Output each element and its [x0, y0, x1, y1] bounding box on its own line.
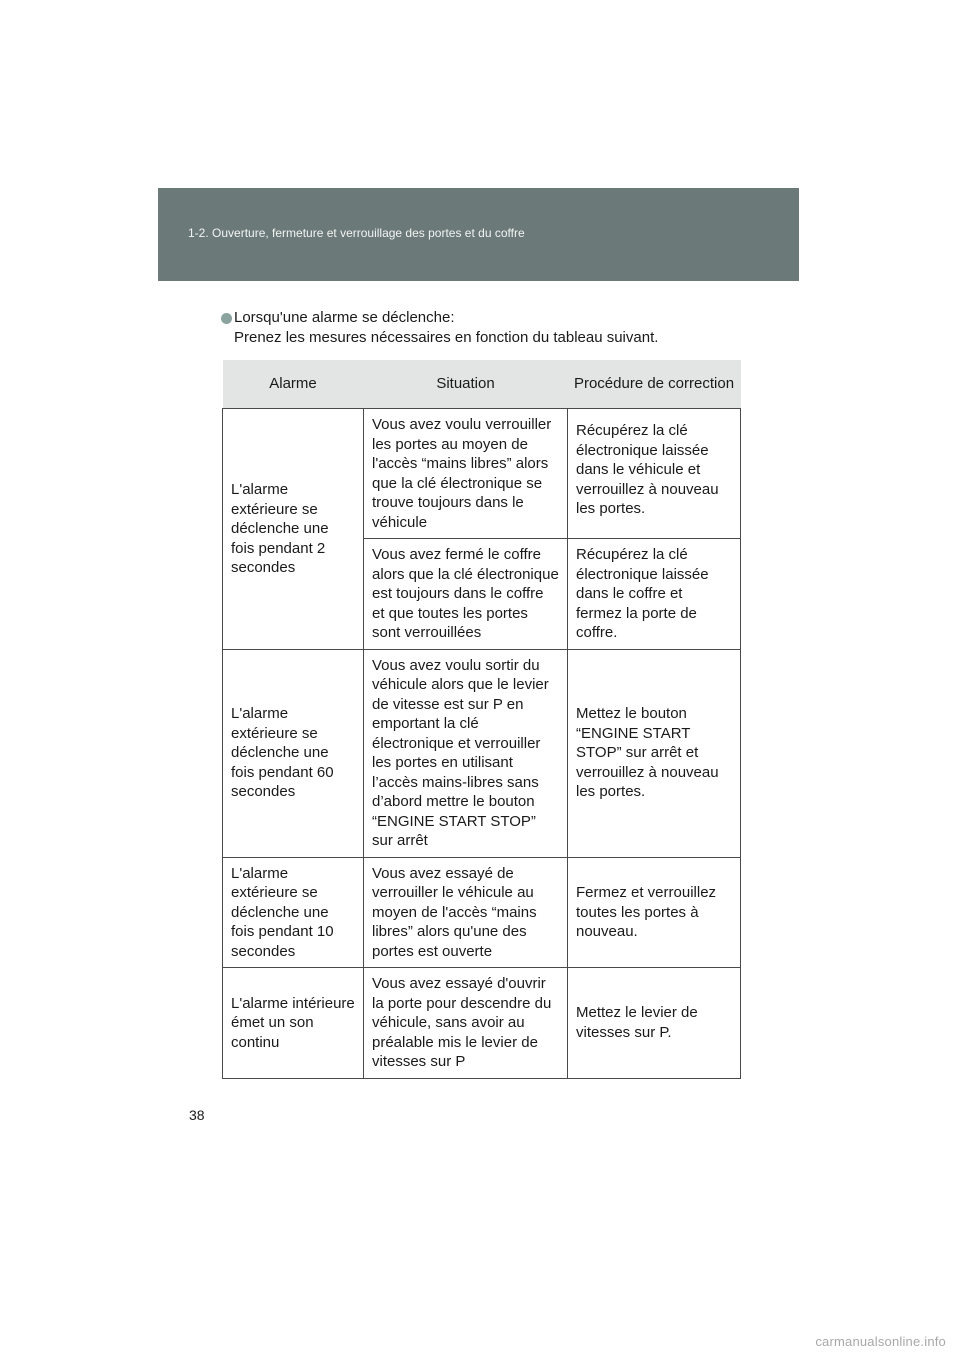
alarm-cell: L'alarme extérieure se déclenche une fois pendant 10 secondes — [223, 857, 364, 968]
correction-cell: Récupérez la clé électronique laissée dans le véhicule et verrouillez à nouveau les portes. — [568, 409, 741, 539]
table-row — [223, 968, 741, 1079]
situation-cell: Vous avez fermé le coffre alors que la clé électronique est toujours dans le coffre et que toutes les portes sont verrouillées — [364, 539, 568, 650]
correction-cell: Mettez le levier de vitesses sur P. — [568, 968, 741, 1079]
page-number: 38 — [189, 1107, 205, 1123]
column-header-correction: Procédure de correction — [568, 360, 741, 409]
column-header-alarm: Alarme — [223, 360, 364, 409]
alarm-cell: L'alarme extérieure se déclenche une fois pendant 2 secondes — [223, 409, 364, 650]
table-row — [223, 649, 741, 857]
intro-bullet-line — [221, 308, 761, 328]
table-header-row — [223, 360, 741, 409]
intro-heading: Lorsqu'une alarme se déclenche: — [234, 309, 455, 326]
bullet-icon — [221, 313, 232, 324]
section-header-band — [158, 188, 799, 281]
situation-cell: Vous avez essayé de verrouiller le véhicule au moyen de l'accès “mains libres” alors qu'une des portes est ouverte — [364, 857, 568, 968]
correction-cell: Mettez le bouton “ENGINE START STOP” sur arrêt et verrouillez à nouveau les portes. — [568, 649, 741, 857]
intro-instruction: Prenez les mesures nécessaires en fonction du tableau suivant. — [234, 329, 659, 346]
table-row — [223, 857, 741, 968]
table-row — [223, 409, 741, 539]
situation-cell: Vous avez voulu verrouiller les portes au moyen de l'accès “mains libres” alors que la clé électronique se trouve toujours dans le véhicule — [364, 409, 568, 539]
alarm-cell: L'alarme extérieure se déclenche une fois pendant 60 secondes — [223, 649, 364, 857]
section-title: 1-2. Ouverture, fermeture et verrouillage des portes et du coffre — [188, 226, 525, 240]
correction-cell: Récupérez la clé électronique laissée dans le coffre et fermez la porte de coffre. — [568, 539, 741, 650]
alarm-cell: L'alarme intérieure émet un son continu — [223, 968, 364, 1079]
correction-cell: Fermez et verrouillez toutes les portes à nouveau. — [568, 857, 741, 968]
situation-cell: Vous avez voulu sortir du véhicule alors que le levier de vitesse est sur P en emportant la clé électronique et verrouiller les portes en utilisant l’accès mains-libres sans d’abord mettre le bouton “ENGINE START STOP” sur arrêt — [364, 649, 568, 857]
alarm-table — [222, 360, 741, 1079]
situation-cell: Vous avez essayé d'ouvrir la porte pour descendre du véhicule, sans avoir au préalable mis le levier de vitesses sur P — [364, 968, 568, 1079]
column-header-situation: Situation — [364, 360, 568, 409]
watermark: carmanualsonline.info — [815, 1334, 946, 1349]
intro-block — [221, 308, 761, 348]
